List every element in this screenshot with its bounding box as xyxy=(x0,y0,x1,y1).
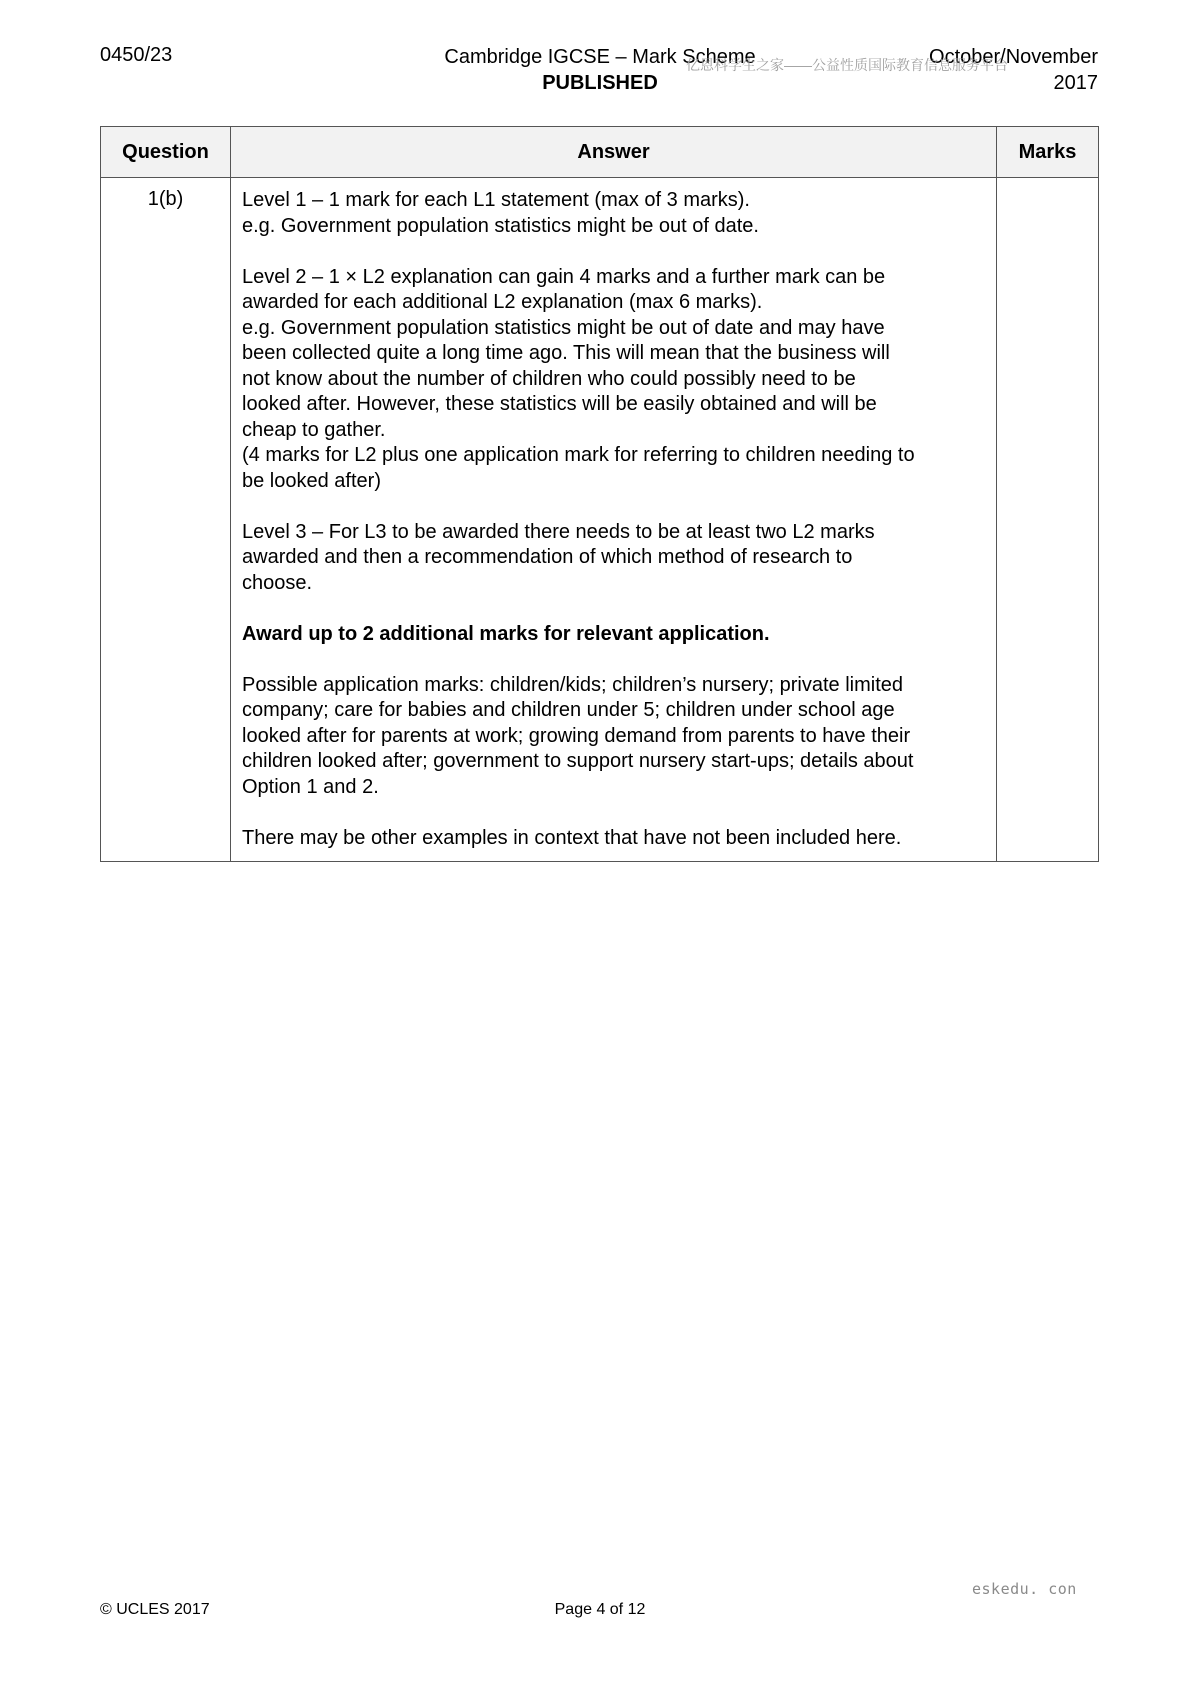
answer-line: awarded and then a recommendation of which method of research to xyxy=(242,546,853,568)
marks-cell xyxy=(997,178,1099,862)
question-number: 1(b) xyxy=(101,178,231,862)
level-3-paragraph xyxy=(242,520,984,597)
answer-line: (4 marks for L2 plus one application mark for referring to children needing to xyxy=(242,444,915,466)
answer-line: choose. xyxy=(242,571,313,594)
exam-year: 2017 xyxy=(1053,72,1098,94)
marks-column-header: Marks xyxy=(997,127,1099,178)
answer-line: Possible application marks: children/kids; children’s nursery; private limited xyxy=(242,673,904,696)
answer-line: not know about the number of children who could possibly need to be xyxy=(242,367,856,390)
answer-line: Level 3 – For L3 to be awarded there needs to be at least two L2 marks xyxy=(242,520,875,543)
award-note: Award up to 2 additional marks for relevant application. xyxy=(242,622,770,645)
answer-line: Option 1 and 2. xyxy=(242,775,379,798)
answer-line: Level 2 – 1 × L2 explanation can gain 4 marks and a further mark can be xyxy=(242,265,886,288)
answer-line: be looked after) xyxy=(242,469,381,492)
answer-cell xyxy=(231,178,997,862)
answer-line: looked after. However, these statistics will be easily obtained and will be xyxy=(242,393,877,415)
copyright-notice: © UCLES 2017 xyxy=(100,1601,210,1618)
table-row xyxy=(101,178,1099,862)
watermark-text: 亿恩科学生之家——公益性质国际教育信息服务平台 xyxy=(686,57,1008,73)
answer-line: e.g. Government population statistics might be out of date and may have xyxy=(242,316,885,339)
page-number: Page 4 of 12 xyxy=(554,1601,646,1618)
answer-line: Level 1 – 1 mark for each L1 statement (max of 3 marks). xyxy=(242,189,750,211)
table-header-row xyxy=(101,127,1099,178)
paper-code: 0450/23 xyxy=(100,44,173,66)
level-2-paragraph xyxy=(242,265,984,495)
exam-session: October/November xyxy=(929,46,1098,68)
answer-line: children looked after; government to support nursery start-ups; details about xyxy=(242,750,914,772)
mark-scheme-table xyxy=(100,126,1099,862)
site-watermark: eskedu. con xyxy=(972,1580,1077,1598)
published-label: PUBLISHED xyxy=(542,72,658,94)
answer-line: been collected quite a long time ago. This will mean that the business will xyxy=(242,342,890,364)
answer-column-header: Answer xyxy=(231,127,997,178)
level-1-paragraph xyxy=(242,188,984,239)
answer-line: awarded for each additional L2 explanation (max 6 marks). xyxy=(242,291,763,313)
question-column-header: Question xyxy=(101,127,231,178)
application-marks-paragraph xyxy=(242,673,984,801)
answer-line: looked after for parents at work; growing demand from parents to have their xyxy=(242,724,911,747)
answer-line: cheap to gather. xyxy=(242,418,386,441)
answer-line: e.g. Government population statistics might be out of date. xyxy=(242,214,759,237)
answer-line: company; care for babies and children under 5; children under school age xyxy=(242,699,895,721)
document-title: Cambridge IGCSE – Mark Scheme xyxy=(444,46,756,68)
other-examples-note: There may be other examples in context that have not been included here. xyxy=(242,826,902,849)
